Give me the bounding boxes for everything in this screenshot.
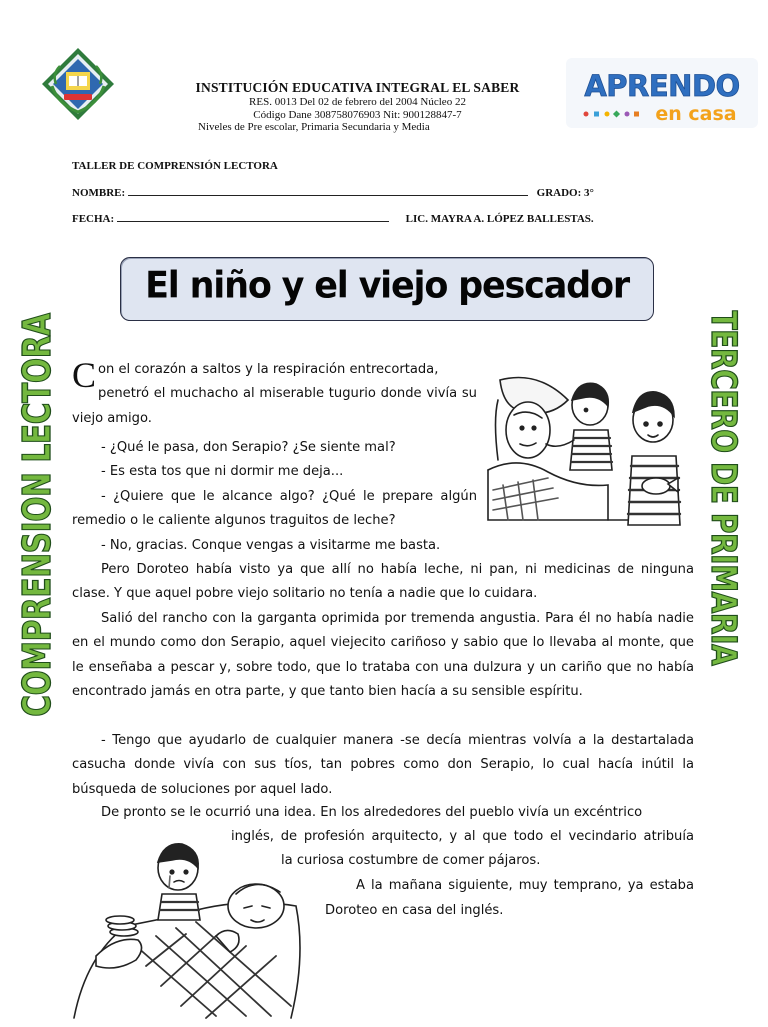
paragraph-6-line-2: Doroteo en casa del inglés.	[325, 903, 504, 918]
paragraph-3: Salió del rancho con la garganta oprimida por tremenda angustia. Para él no había nadie en el mundo como don Serapio, aquel viejecito cariñoso y sabio que lo llevaba al monte, que le enseñaba a pescar y, sobre todo, que lo trataba con una dulzura y un cariño que no había encontrado jamás en otra parte, y que tanto bien hacía a su sensible espíritu.	[72, 611, 694, 699]
story-title: El niño y el viejo pescador	[145, 265, 629, 307]
paragraph-1	[72, 355, 477, 431]
story-title-box	[120, 257, 654, 321]
paragraph-6-line-1: A la mañana siguiente, muy temprano, ya estaba	[356, 878, 694, 893]
paragraph-4: - Tengo que ayudarlo de cualquier manera -se decía mientras volvía a la destartalada casucha donde vivía con sus tíos, tan pobres como don Serapio, lo cual hacía inútil la búsqueda de soluciones por aquel lado.	[72, 733, 694, 797]
worksheet-type: TALLER DE COMPRENSIÓN LECTORA	[72, 160, 278, 172]
dialogue-2: - Es esta tos que ni dormir me deja...	[101, 464, 344, 479]
name-field[interactable]	[128, 185, 528, 196]
resolution-line: RES. 0013 Del 02 de febrero del 2004 Núcleo 22	[249, 96, 466, 108]
institution-name: INSTITUCIÓN EDUCATIVA INTEGRAL EL SABER	[195, 80, 520, 95]
dialogue-4: - No, gracias. Conque vengas a visitarme me basta.	[101, 538, 441, 553]
dialogue-3	[72, 485, 477, 534]
side-label-right: TERCERO DE PRIMARIA	[703, 310, 743, 666]
illustration-boy-crying-by-bed	[66, 836, 316, 1022]
paragraph-5-line-2: inglés, de profesión arquitecto, y al que todo el vecindario atribuía	[231, 829, 694, 844]
paragraph-2: Pero Doroteo había visto ya que allí no había leche, ni pan, ni medicinas de ninguna clase. Y que aquel pobre viejo solitario no tenía a nadie que lo cuidara.	[72, 562, 694, 602]
niveles-line: Niveles de Pre escolar, Primaria Secundaria y Media	[198, 121, 430, 133]
dialogue-3-line-1: - ¿Quiere que le alcance algo? ¿Qué le prepare algún	[101, 489, 477, 504]
p1-first-line: on el corazón a saltos y la respiración entrecortada,	[98, 362, 439, 377]
aprendo-en-casa-logo	[566, 58, 758, 128]
dialogue-3-line-2: remedio o le caliente algunos traguitos de leche?	[72, 513, 396, 529]
name-row	[72, 185, 594, 199]
institution-heading	[130, 80, 585, 134]
grade-label: GRADO: 3°	[536, 187, 594, 199]
date-label: FECHA:	[72, 213, 115, 225]
illustration-boy-visiting-old-man	[478, 360, 700, 530]
side-label-left: COMPRENSION LECTORA	[15, 313, 59, 717]
drop-cap: C	[72, 355, 97, 395]
aprendo-text: APRENDO	[584, 69, 740, 103]
en-casa-text: en casa	[655, 103, 737, 125]
school-logo	[38, 46, 118, 122]
p1-rest: penetró el muchacho al miserable tugurio donde vivía su viejo amigo.	[72, 386, 477, 426]
paragraph-5-line-1: De pronto se le ocurrió una idea. En los alrededores del pueblo vivía un excéntrico	[101, 805, 643, 820]
name-label: NOMBRE:	[72, 187, 126, 199]
paragraph-5-line-3: la curiosa costumbre de comer pájaros.	[281, 853, 541, 868]
teacher-name: LIC. MAYRA A. LÓPEZ BALLESTAS.	[405, 213, 594, 225]
date-field[interactable]	[117, 211, 389, 222]
dialogue-1: - ¿Qué le pasa, don Serapio? ¿Se siente mal?	[101, 440, 396, 455]
codigo-line: Código Dane 308758076903 Nit: 900128847-7	[253, 108, 462, 121]
date-row	[72, 211, 594, 225]
